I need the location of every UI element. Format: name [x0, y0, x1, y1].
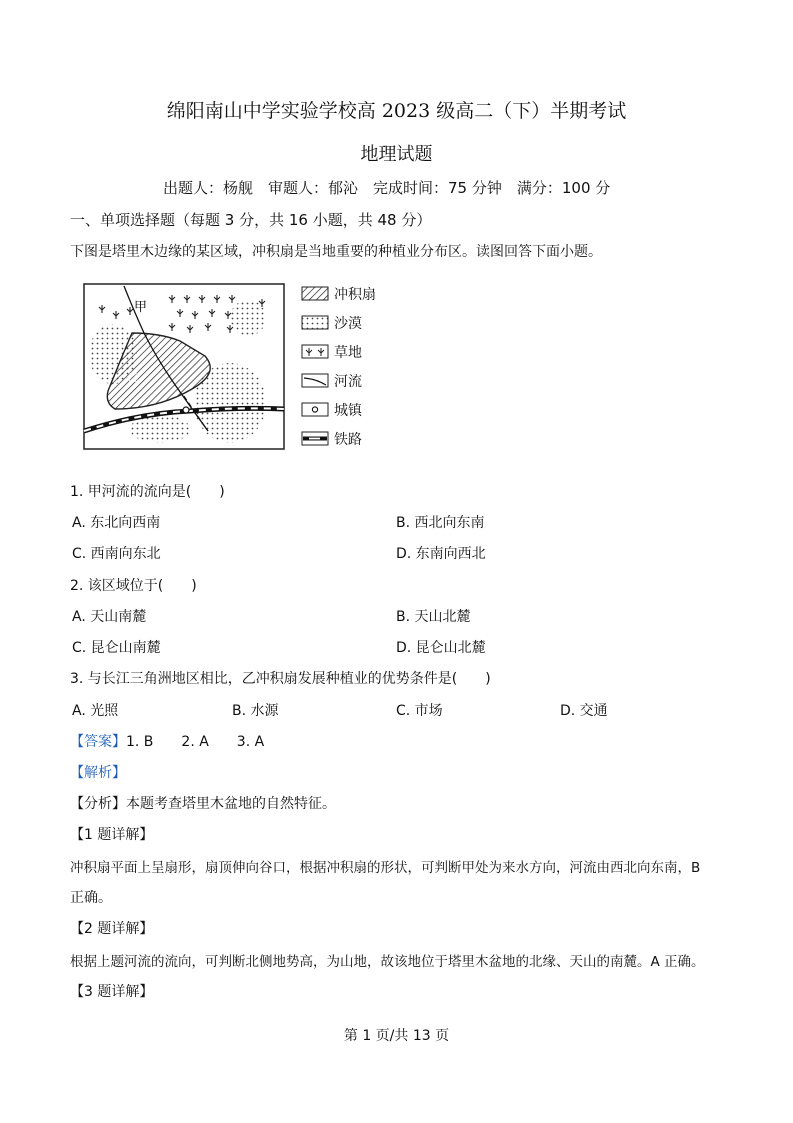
option-2c: C. 昆仑山南麓 [72, 640, 161, 656]
exam-meta: 出题人：杨舰 审题人：郁沁 完成时间：75 分钟 满分：100 分 [163, 179, 611, 197]
fenxi-label: 【分析】 [70, 796, 126, 812]
desert-area [230, 300, 266, 336]
label-jia: 甲 [134, 300, 148, 315]
answer-line [70, 731, 264, 751]
legend-label: 城镇 [334, 403, 362, 419]
section-heading: 一、单项选择题（每题 3 分，共 16 小题，共 48 分） [70, 211, 432, 229]
subject-title: 地理试题 [360, 144, 433, 165]
option-2b: B. 天山北麓 [396, 609, 471, 625]
q1-detail-line1: 冲积扇平面上呈扇形，扇顶伸向谷口，根据冲积扇的形状，可判断甲处为来水方向，河流由西北向东南，B [70, 860, 701, 876]
option-3d: D. 交通 [560, 703, 608, 719]
region-map [80, 281, 380, 461]
legend-label: 冲积扇 [334, 287, 376, 303]
legend-label: 沙漠 [334, 316, 362, 332]
q1-detail-label: 【1 题详解】 [70, 827, 154, 843]
legend-label: 草地 [334, 345, 362, 361]
q2-detail-label: 【2 题详解】 [70, 921, 154, 937]
option-2d: D. 昆仑山北麓 [396, 640, 486, 656]
label-yi: 乙 [128, 371, 139, 384]
analysis-label: 【解析】 [70, 765, 126, 781]
fenxi-text: 本题考查塔里木盆地的自然特征。 [126, 796, 336, 812]
option-1d: D. 东南向西北 [396, 546, 486, 562]
map-legend [302, 286, 376, 448]
page-title: 绵阳南山中学实验学校高 2023 级高二（下）半期考试 [166, 100, 627, 122]
q2-detail-text: 根据上题河流的流向，可判断北侧地势高，为山地，故该地位于塔里木盆地的北缘、天山的南麓。A 正确。 [70, 954, 705, 970]
option-1c: C. 西南向东北 [72, 546, 161, 562]
town-marker [183, 407, 189, 413]
question-2: 2. 该区域位于( ) [70, 578, 197, 594]
dots-swatch [302, 316, 328, 329]
option-2a: A. 天山南麓 [72, 609, 147, 625]
question-3: 3. 与长江三角洲地区相比，乙冲积扇发展种植业的优势条件是( ) [70, 671, 491, 687]
option-1b: B. 西北向东南 [396, 515, 485, 531]
option-1a: A. 东北向西南 [72, 515, 161, 531]
legend-label: 河流 [334, 374, 362, 390]
legend-label: 铁路 [334, 432, 362, 448]
option-3a: A. 光照 [72, 703, 119, 719]
fenxi-line [70, 793, 336, 813]
answer-label: 【答案】 [70, 734, 126, 750]
map-figure [80, 281, 380, 461]
question-1: 1. 甲河流的流向是( ) [70, 484, 225, 500]
page-footer: 第 1 页/共 13 页 [343, 1028, 450, 1044]
option-3b: B. 水源 [232, 703, 279, 719]
question-intro: 下图是塔里木边缘的某区域，冲积扇是当地重要的种植业分布区。读图回答下面小题。 [70, 244, 602, 260]
q3-detail-label: 【3 题详解】 [70, 984, 154, 1000]
grass-swatch [302, 345, 328, 358]
q1-detail-line2: 正确。 [70, 890, 112, 906]
hatch-swatch [302, 287, 328, 300]
answer-text: 1. B 2. A 3. A [126, 734, 265, 750]
option-3c: C. 市场 [396, 703, 443, 719]
